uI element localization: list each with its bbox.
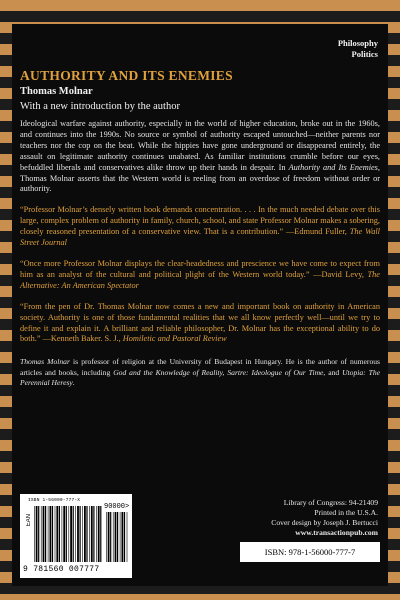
barcode-bar: [75, 506, 76, 562]
barcode-bar: [73, 506, 74, 562]
barcode-bar: [115, 512, 117, 562]
barcode-bar: [124, 512, 125, 562]
isbn-label: ISBN: 978-1-56000-777-7: [240, 542, 380, 562]
publisher-website: www.transactionpub.com: [295, 528, 378, 537]
barcode-bar: [89, 506, 90, 562]
barcode-bar: [41, 506, 42, 562]
barcode-addon-number: 90000>: [104, 503, 130, 511]
barcode-bar: [82, 506, 83, 562]
category-philosophy: Philosophy: [337, 38, 378, 48]
book-author: Thomas Molnar: [20, 86, 93, 97]
cover-content: [20, 68, 380, 388]
book-title: AUTHORITY AND ITS ENEMIES: [20, 68, 233, 83]
barcode-bar: [86, 506, 87, 562]
barcode-bar: [77, 506, 79, 562]
publisher-credits: [271, 498, 378, 538]
barcode-bar: [113, 512, 114, 562]
back-cover-panel: [12, 24, 388, 586]
barcode-bar: [110, 512, 111, 562]
barcode-bar: [52, 506, 53, 562]
barcode-bar: [66, 506, 67, 562]
barcode-bar: [91, 506, 93, 562]
barcode-bar: [69, 506, 70, 562]
barcode-bar: [100, 506, 101, 562]
review-quote-3: “From the pen of Dr. Thomas Molnar now comes a new and important book on authority in American society. Authority is one of those fundamental realities that we all know perfectly well—until we try to define it and explain it. A brilliant and reliable philosopher, Dr. Molnar has the exceptional ability to do both.” —Kenneth Baker. S. J., Homiletic and Pastoral Review: [20, 301, 380, 344]
review-quote-1: “Professor Molnar’s densely written book demands concentration. . . . In the much needed debate over this large, complex problem of authority in family, church, school, and state Professor Molnar makes a sobering, closely reasoned presentation of a conservative view. That is a contribution.” —Edmund Fuller, The Wall Street Journal: [20, 205, 380, 248]
category-politics: Politics: [351, 49, 378, 59]
barcode-bars: [34, 506, 102, 562]
author-bio: Thomas Molnar is professor of religion at the University of Budapest in Hungary. He is the author of numerous articles and books, including God and the Knowledge of Reality, Sartre: Ideologue of Our Time, and Utopia: The Perennial Heresy.: [20, 357, 380, 387]
cover-design-credit: Cover design by Joseph J. Bertucci: [271, 518, 378, 527]
barcode-bar: [34, 506, 35, 562]
barcode-isbn-label: ISBN 1-56000-777-X: [28, 498, 81, 503]
printed-in: Printed in the U.S.A.: [314, 508, 378, 517]
barcode-bar: [96, 506, 97, 562]
barcode-bar: [127, 512, 128, 562]
barcode-bar: [106, 512, 107, 562]
barcode-bar: [84, 506, 86, 562]
review-quote-2: “Once more Professor Molnar displays the clear-headedness and prescience we have come to expect from him as an analyst of the cultural and political plight of the Western world today.” —David Levy, The Alternative: An American Spectator: [20, 258, 380, 290]
barcode: [20, 494, 132, 578]
barcode-bar: [98, 506, 100, 562]
barcode-addon-bars: [106, 512, 128, 562]
barcode-bar: [108, 512, 110, 562]
barcode-bar: [38, 506, 39, 562]
barcode-bar: [59, 506, 60, 562]
barcode-bar: [36, 506, 38, 562]
library-of-congress: Library of Congress: 94-21409: [283, 498, 378, 507]
barcode-bar: [43, 506, 45, 562]
barcode-bar: [80, 506, 81, 562]
barcode-bar: [93, 506, 94, 562]
barcode-number: 9 781560 007777: [23, 565, 100, 574]
barcode-bar: [63, 506, 65, 562]
barcode-bar: [55, 506, 56, 562]
book-subtitle: With a new introduction by the author: [20, 101, 180, 112]
book-description: Ideological warfare against authority, especially in the world of higher education, broke out in the 1960s, and continues into the 1990s. No source or symbol of authority escaped untouched—neither parents nor teachers nor the cop on the beat. While the hippies have gone underground or disappeared entirely, the assault on legitimate authority continues unabated. As familiar institutions crumble before our eyes, befuddled liberals and conservatives alike throw up their hands in despair. In Authority and Its Enemies, Thomas Molnar asserts that the Western world is reeling from an overdose of freedom without order or authority.: [20, 119, 380, 194]
barcode-bar: [62, 506, 63, 562]
barcode-ean-label: EAN: [26, 514, 32, 527]
barcode-bar: [45, 506, 46, 562]
category-label: [338, 38, 378, 60]
barcode-bar: [50, 506, 52, 562]
barcode-bar: [48, 506, 49, 562]
barcode-bar: [120, 512, 121, 562]
barcode-bar: [56, 506, 58, 562]
barcode-bar: [117, 512, 118, 562]
barcode-bar: [70, 506, 72, 562]
barcode-bar: [122, 512, 124, 562]
